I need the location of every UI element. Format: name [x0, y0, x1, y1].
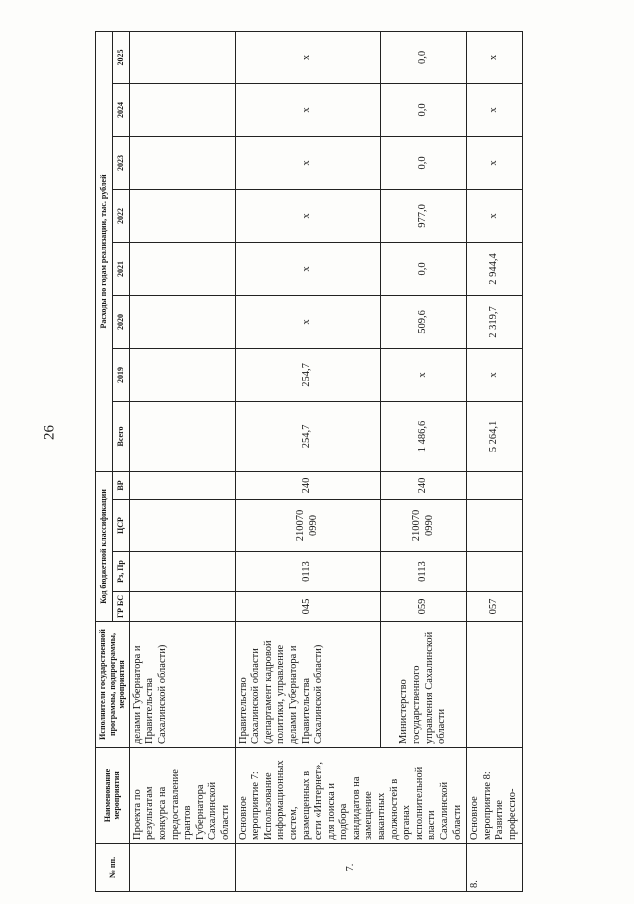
header-year: 2025: [112, 31, 129, 83]
cell-2025: х: [235, 31, 380, 83]
cell-grbs: 045: [235, 592, 380, 622]
header-expenses: Расходы по годам реализации, тыс. рублей: [96, 31, 113, 471]
header-budget-code: Код бюджетной классификации: [96, 471, 113, 621]
cell-name: Основное мероприятие 8: Развитие профессио-: [467, 748, 522, 844]
table-row: [235, 31, 380, 891]
cell-total: [129, 401, 235, 471]
cell-grbs: [129, 592, 235, 622]
cell-2024: [129, 83, 235, 136]
cell-executor: делами Губернатора и Правительства Сахалинской области): [129, 622, 235, 748]
cell-2021: 0,0: [380, 242, 466, 295]
cell-2024: х: [467, 83, 522, 136]
header-num: № пп.: [96, 844, 130, 892]
cell-csr: 210070 0990: [235, 500, 380, 552]
cell-2020: х: [235, 295, 380, 348]
cell-2022: [129, 189, 235, 242]
expenses-table: [95, 31, 523, 892]
header-row-1: [96, 31, 113, 891]
header-year: 2024: [112, 83, 129, 136]
page-number: 26: [41, 425, 58, 440]
cell-2022: 977,0: [380, 189, 466, 242]
cell-2019: х: [467, 348, 522, 401]
cell-vr: 240: [235, 471, 380, 499]
cell-2020: [129, 295, 235, 348]
cell-csr: [129, 500, 235, 552]
cell-2023: 0,0: [380, 136, 466, 189]
cell-2023: х: [467, 136, 522, 189]
cell-2021: х: [235, 242, 380, 295]
cell-2023: [129, 136, 235, 189]
cell-executor: [467, 622, 522, 748]
header-rzpr: Рз, Пр: [112, 552, 129, 592]
cell-csr: 210070 0990: [380, 500, 466, 552]
table-row: [467, 31, 522, 891]
cell-total: 1 486,6: [380, 401, 466, 471]
cell-name: Основное мероприятие 7: Использование информационных систем, размещенных в сети «Интернет», для поиска и подбора кандидатов на замещение вакантных должностей в органах исполнительной власти Сахалинской области: [235, 748, 467, 844]
cell-2022: х: [235, 189, 380, 242]
cell-vr: [129, 471, 235, 499]
cell-total: 254,7: [235, 401, 380, 471]
cell-2021: 2 944,4: [467, 242, 522, 295]
cell-2025: х: [467, 31, 522, 83]
cell-2025: 0,0: [380, 31, 466, 83]
cell-2019: [129, 348, 235, 401]
header-vr: ВР: [112, 471, 129, 499]
header-year: 2021: [112, 242, 129, 295]
cell-rzpr: [467, 552, 522, 592]
header-grbs: ГР БС: [112, 592, 129, 622]
cell-2019: х: [380, 348, 466, 401]
header-year: 2019: [112, 348, 129, 401]
table-row: [129, 31, 235, 891]
header-total: Всего: [112, 401, 129, 471]
cell-num: 8.: [467, 844, 522, 892]
cell-rzpr: 0113: [380, 552, 466, 592]
rotated-page: [95, 32, 625, 892]
cell-rzpr: 0113: [235, 552, 380, 592]
header-year: 2022: [112, 189, 129, 242]
cell-2023: х: [235, 136, 380, 189]
cell-csr: [467, 500, 522, 552]
cell-rzpr: [129, 552, 235, 592]
header-name: Наименование мероприятия: [96, 748, 130, 844]
cell-total: 5 264,1: [467, 401, 522, 471]
cell-2020: 2 319,7: [467, 295, 522, 348]
cell-executor: Министерство государственного управления Сахалинской области: [380, 622, 466, 748]
cell-2024: х: [235, 83, 380, 136]
header-year: 2020: [112, 295, 129, 348]
cell-executor: Правительство Сахалинской области (департамент кадровой политики, управление делами Губернатора и Правительства Сахалинской области): [235, 622, 380, 748]
cell-2022: х: [467, 189, 522, 242]
cell-vr: 240: [380, 471, 466, 499]
cell-2025: [129, 31, 235, 83]
cell-2024: 0,0: [380, 83, 466, 136]
cell-grbs: 057: [467, 592, 522, 622]
cell-2021: [129, 242, 235, 295]
cell-num: 7.: [235, 844, 467, 892]
header-csr: ЦСР: [112, 500, 129, 552]
header-year: 2023: [112, 136, 129, 189]
header-executor: Исполнители государственной программы, подпрограммы, мероприятия: [96, 622, 130, 748]
cell-vr: [467, 471, 522, 499]
cell-name: Проекта по результатам конкурса на предоставление грантов Губернатора Сахалинской области: [129, 748, 235, 844]
cell-2020: 509,6: [380, 295, 466, 348]
cell-grbs: 059: [380, 592, 466, 622]
cell-2019: 254,7: [235, 348, 380, 401]
table-container: [95, 32, 625, 892]
cell-num: [129, 844, 235, 892]
